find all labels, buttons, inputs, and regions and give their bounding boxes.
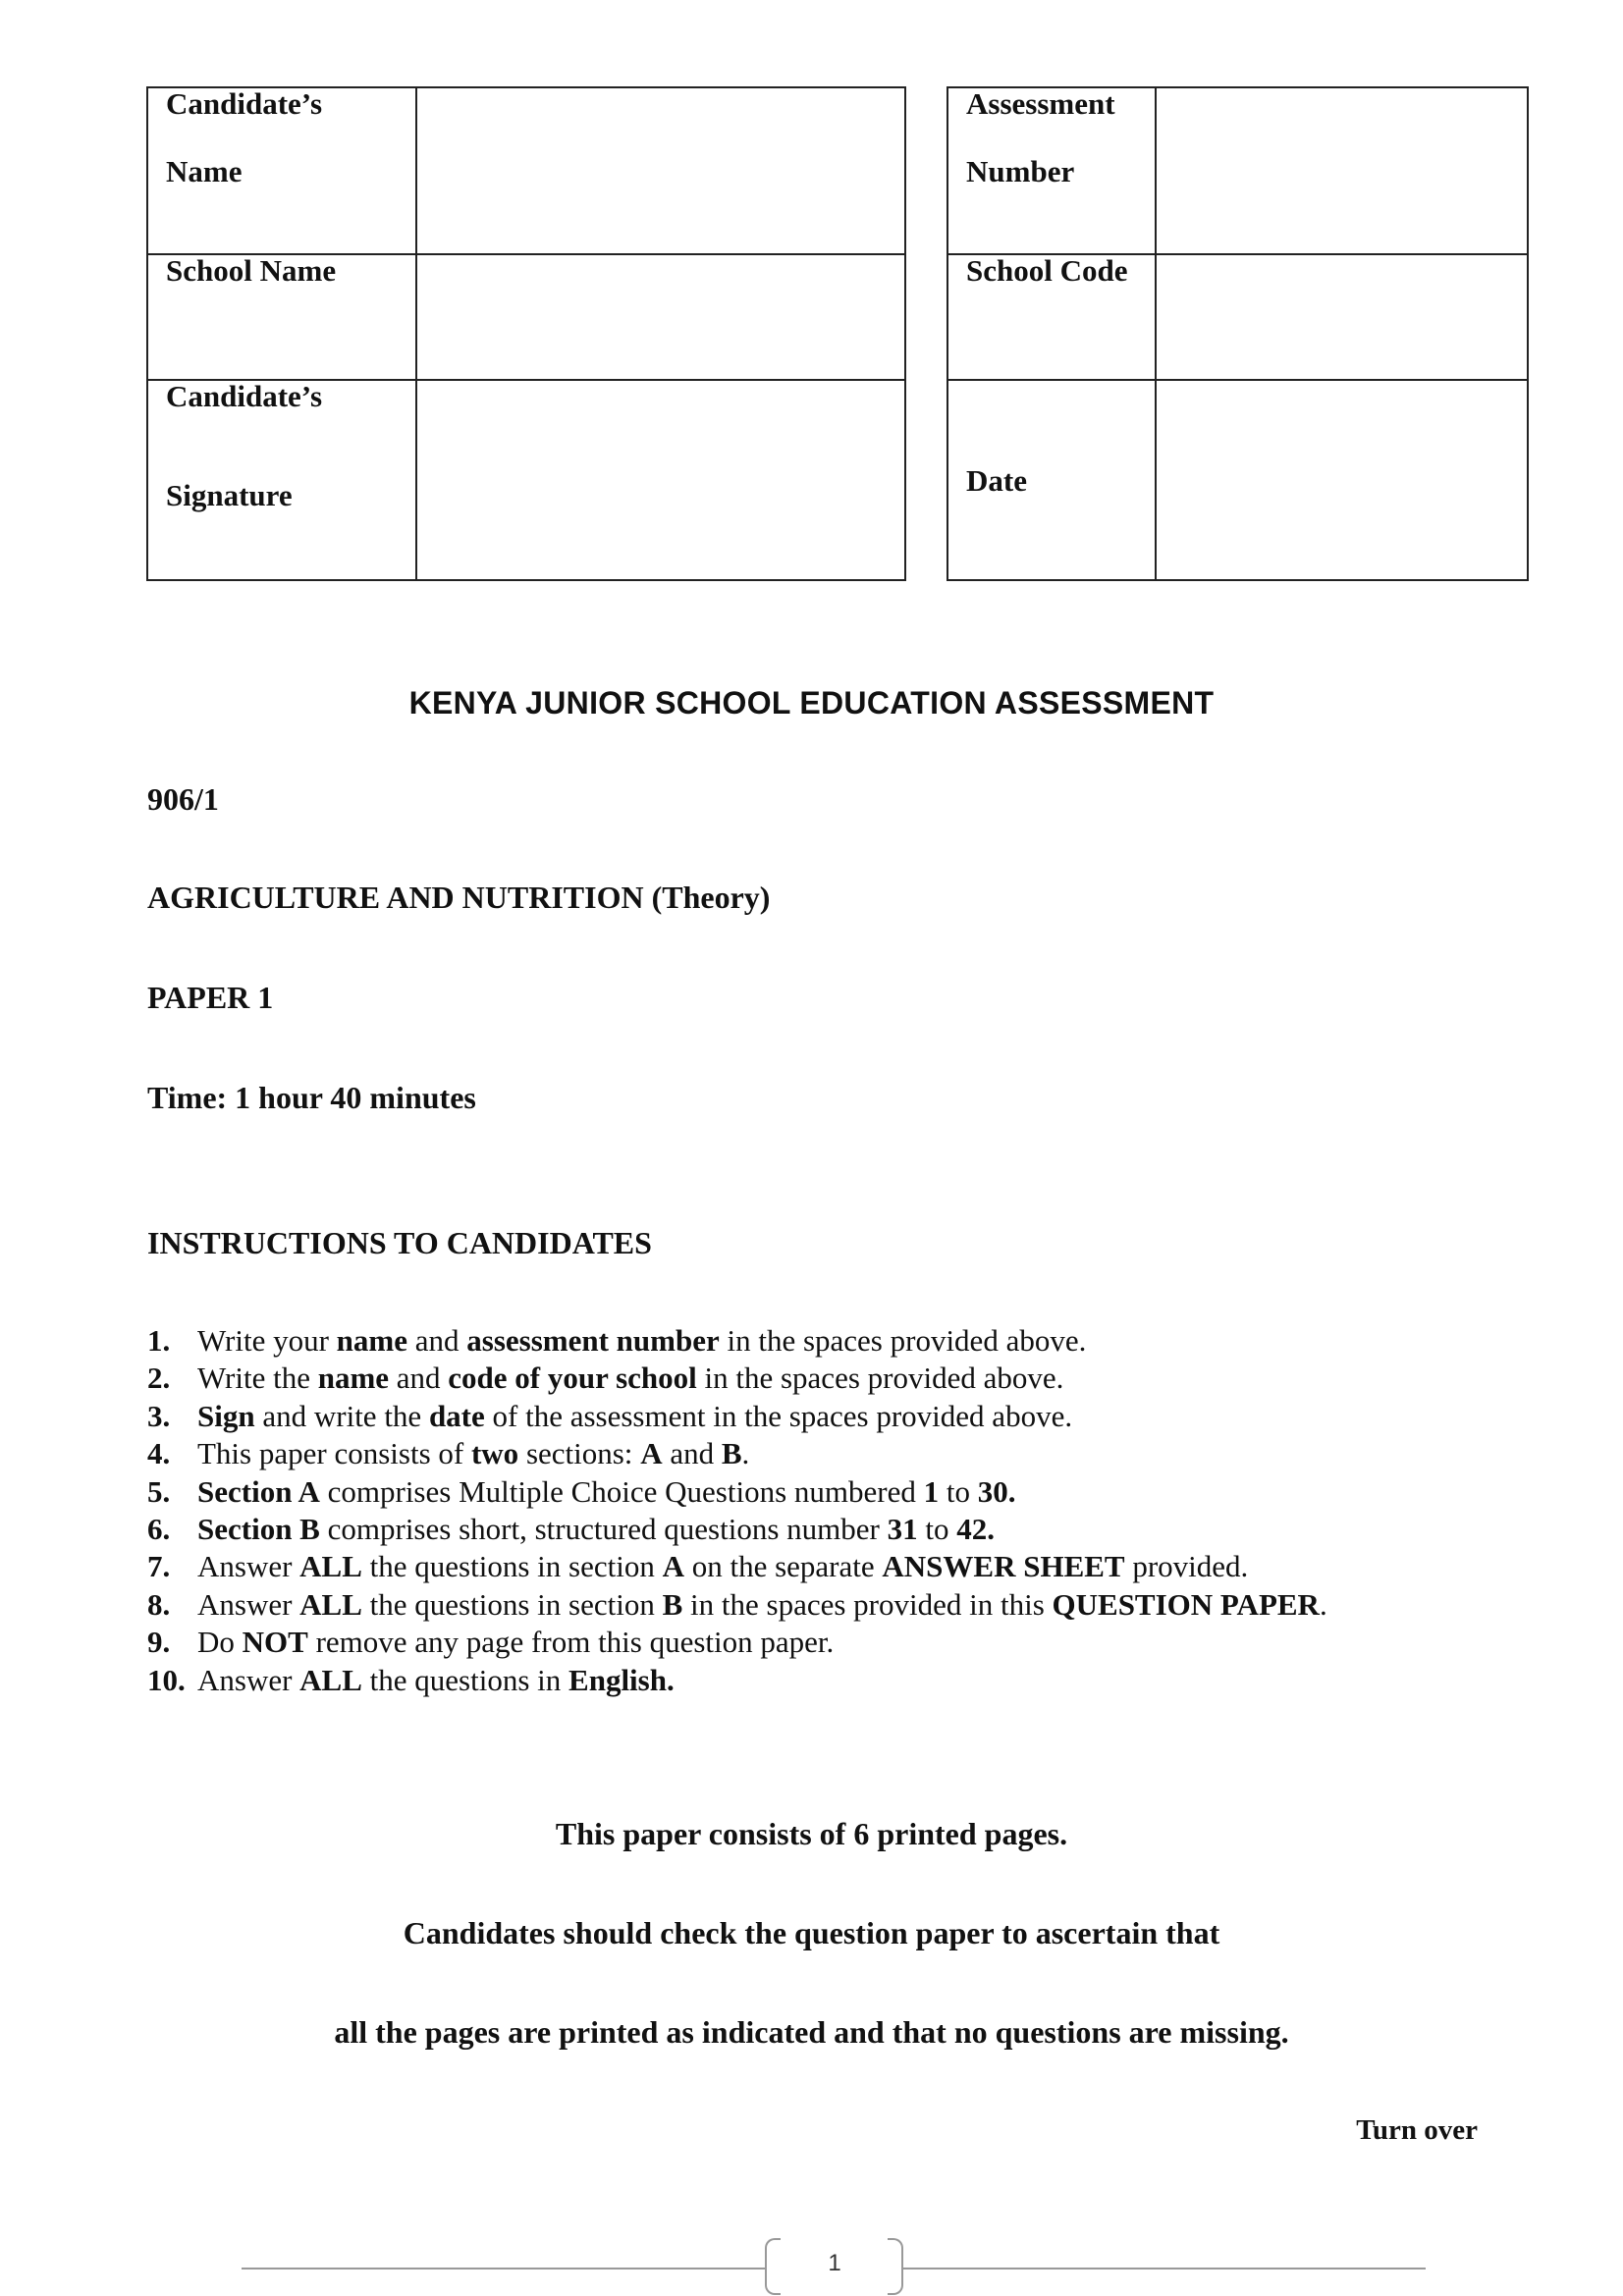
footer-rule-left	[242, 2268, 765, 2269]
instruction-fragment: Answer	[197, 1586, 300, 1622]
assessment-details-table	[947, 86, 1529, 581]
instruction-emphasis: 1	[923, 1473, 940, 1509]
candidate-signature-label: Candidate’s Signature	[147, 380, 416, 580]
turn-over-note: Turn over	[1356, 2114, 1478, 2146]
instruction-fragment: of the assessment in the spaces provided above.	[484, 1398, 1073, 1433]
instruction-fragment: comprises short, structured questions number	[319, 1512, 888, 1547]
instruction-text	[197, 1548, 1248, 1585]
instruction-emphasis: Section B	[197, 1512, 320, 1547]
instruction-emphasis: ANSWER SHEET	[882, 1549, 1125, 1584]
instruction-fragment: Answer	[197, 1549, 300, 1584]
candidate-details-table	[146, 86, 906, 581]
instruction-number: 2.	[147, 1361, 171, 1396]
instruction-emphasis: B	[662, 1586, 683, 1622]
instruction-item	[147, 1586, 1522, 1624]
instruction-text	[197, 1662, 675, 1699]
instruction-text	[197, 1511, 995, 1548]
instruction-emphasis: date	[428, 1398, 485, 1433]
instruction-fragment: .	[1319, 1586, 1327, 1622]
instruction-emphasis: Section A	[197, 1473, 320, 1509]
instruction-fragment: and	[406, 1323, 467, 1358]
instruction-fragment: sections:	[518, 1436, 641, 1471]
instruction-number: 10.	[147, 1662, 186, 1697]
instruction-number: 4.	[147, 1436, 171, 1471]
instruction-fragment: in the spaces provided in this	[682, 1586, 1053, 1622]
assessment-number-label: Assessment Number	[947, 87, 1156, 254]
assessment-title: KENYA JUNIOR SCHOOL EDUCATION ASSESSMENT	[408, 685, 1215, 721]
date-field[interactable]	[1156, 380, 1528, 580]
instruction-fragment: in the spaces provided above.	[696, 1361, 1064, 1396]
instruction-fragment: This paper consists of	[197, 1436, 471, 1471]
instruction-text	[197, 1435, 749, 1472]
instruction-item	[147, 1360, 1522, 1397]
instruction-fragment: on the separate	[683, 1549, 883, 1584]
instruction-emphasis: name	[317, 1361, 390, 1396]
instruction-emphasis: ALL	[299, 1586, 362, 1622]
instruction-item	[147, 1624, 1522, 1661]
instruction-fragment: Write your	[197, 1323, 337, 1358]
instruction-number: 1.	[147, 1323, 171, 1358]
instruction-number: 8.	[147, 1586, 171, 1622]
instruction-emphasis: English.	[568, 1662, 675, 1697]
instruction-number: 9.	[147, 1625, 171, 1660]
instruction-text	[197, 1322, 1086, 1360]
instructions-heading: INSTRUCTIONS TO CANDIDATES	[147, 1225, 652, 1260]
paper-code: 906/1	[147, 781, 219, 817]
instruction-fragment: in the spaces provided above.	[719, 1323, 1087, 1358]
check-note-line-1: Candidates should check the question paper to ascertain that	[403, 1915, 1220, 1950]
check-note-line-2: all the pages are printed as indicated and that no questions are missing.	[334, 2014, 1289, 2050]
instruction-number: 7.	[147, 1549, 171, 1584]
instruction-emphasis: QUESTION PAPER	[1052, 1586, 1320, 1622]
instruction-emphasis: Sign	[197, 1398, 255, 1433]
instruction-text	[197, 1398, 1072, 1435]
instruction-emphasis: ALL	[299, 1662, 362, 1697]
instruction-fragment: Answer	[197, 1662, 300, 1697]
instruction-fragment: the questions in	[361, 1662, 569, 1697]
instruction-fragment: Write the	[197, 1361, 318, 1396]
school-code-field[interactable]	[1156, 254, 1528, 380]
instruction-emphasis: ALL	[299, 1549, 362, 1584]
instruction-number: 5.	[147, 1473, 171, 1509]
footer-rule-right	[901, 2268, 1426, 2269]
school-name-field[interactable]	[416, 254, 905, 380]
instruction-emphasis: A	[662, 1549, 684, 1584]
date-label: Date	[947, 380, 1156, 580]
instruction-item	[147, 1548, 1522, 1585]
instruction-fragment: and	[389, 1361, 449, 1396]
school-name-label: School Name	[147, 254, 416, 380]
school-code-label: School Code	[947, 254, 1156, 380]
instruction-emphasis: 30.	[977, 1473, 1016, 1509]
instruction-emphasis: code of your school	[448, 1361, 697, 1396]
candidate-signature-field[interactable]	[416, 380, 905, 580]
instruction-fragment: and write the	[254, 1398, 429, 1433]
instruction-number: 3.	[147, 1398, 171, 1433]
instruction-emphasis: A	[640, 1436, 663, 1471]
page-number: 1	[828, 2250, 841, 2276]
instruction-fragment: comprises Multiple Choice Questions numbered	[319, 1473, 924, 1509]
instruction-emphasis: two	[470, 1436, 519, 1471]
instruction-item	[147, 1473, 1522, 1511]
instruction-item	[147, 1322, 1522, 1360]
instruction-fragment: remove any page from this question paper.	[307, 1625, 835, 1660]
instruction-emphasis: assessment number	[466, 1323, 720, 1358]
instruction-fragment: to	[939, 1473, 978, 1509]
instruction-emphasis: 31	[887, 1512, 918, 1547]
instruction-emphasis: 42.	[956, 1512, 995, 1547]
instruction-fragment: to	[917, 1512, 957, 1547]
subject-title: AGRICULTURE AND NUTRITION (Theory)	[147, 880, 771, 915]
instruction-emphasis: B	[721, 1436, 742, 1471]
instruction-fragment: provided.	[1124, 1549, 1249, 1584]
paper-number: PAPER 1	[147, 980, 274, 1015]
instruction-text	[197, 1473, 1015, 1511]
instruction-item	[147, 1398, 1522, 1435]
pages-note: This paper consists of 6 printed pages.	[555, 1816, 1068, 1851]
instruction-fragment: .	[741, 1436, 750, 1471]
instruction-text	[197, 1360, 1063, 1397]
footer-brace-left	[765, 2238, 781, 2295]
instruction-fragment: the questions in section	[361, 1549, 663, 1584]
instruction-text	[197, 1586, 1327, 1624]
footer-brace-right	[888, 2238, 903, 2295]
instruction-emphasis: name	[336, 1323, 407, 1358]
candidate-name-field[interactable]	[416, 87, 905, 254]
instructions-list	[147, 1322, 1522, 1699]
instruction-item	[147, 1662, 1522, 1699]
instruction-fragment: Do	[197, 1625, 243, 1660]
instruction-text	[197, 1624, 834, 1661]
instruction-item	[147, 1435, 1522, 1472]
assessment-number-field[interactable]	[1156, 87, 1528, 254]
time-allowed: Time: 1 hour 40 minutes	[147, 1080, 476, 1115]
instruction-fragment: and	[662, 1436, 722, 1471]
instruction-fragment: the questions in section	[361, 1586, 663, 1622]
candidate-name-label: Candidate’s Name	[147, 87, 416, 254]
instruction-emphasis: NOT	[242, 1625, 308, 1660]
instruction-number: 6.	[147, 1512, 171, 1547]
instruction-item	[147, 1511, 1522, 1548]
